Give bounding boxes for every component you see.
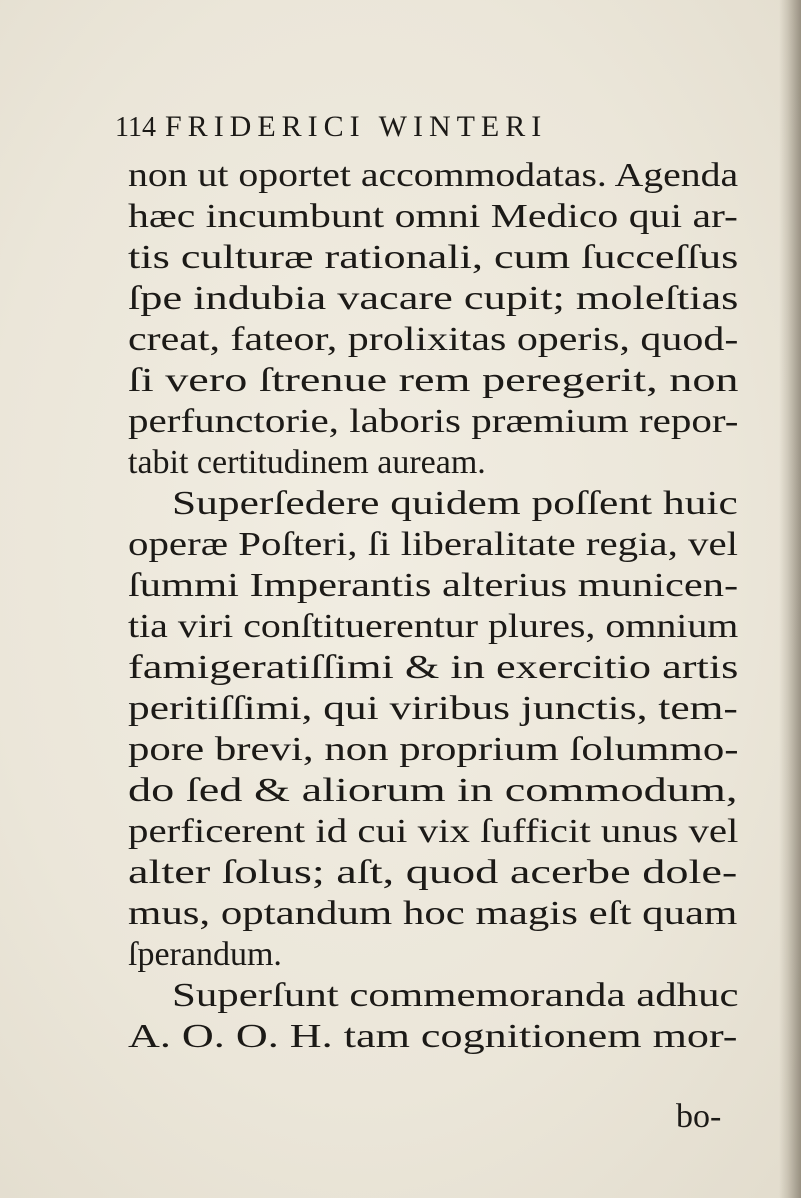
text-line: perficerent id cui vix ſufficit unus vel xyxy=(128,813,739,850)
text-line: tabit certitudinem auream. xyxy=(128,444,486,481)
text-line: hæc incumbunt omni Medico qui ar- xyxy=(128,198,738,235)
text-line: creat, fateor, prolixitas operis, quod- xyxy=(128,321,739,358)
text-line: A. O. O. H. tam cognitionem mor- xyxy=(128,1018,738,1055)
text-line: tia viri conſtituerentur plures, omnium xyxy=(128,608,739,645)
text-line: ſpe indubia vacare cupit; moleſtias xyxy=(128,280,739,317)
running-title: FRIDERICI WINTERI xyxy=(165,110,548,143)
text-line: do ſed & aliorum in commodum, xyxy=(128,772,738,809)
text-line: peritiſſimi, qui viribus junctis, tem- xyxy=(128,690,738,727)
text-line: tis culturæ rationali, cum ſucceſſus xyxy=(128,239,739,276)
text-line: ſummi Imperantis alterius municen- xyxy=(128,567,739,604)
text-line: famigeratiſſimi & in exercitio artis xyxy=(128,649,739,686)
text-line: ſperandum. xyxy=(128,936,282,973)
catchword: bo- xyxy=(676,1098,722,1135)
text-line: perfunctorie, laboris præmium repor- xyxy=(128,403,739,440)
text-line: non ut oportet accommodatas. Agenda xyxy=(128,157,739,194)
text-line: mus, optandum hoc magis eſt quam xyxy=(128,895,738,932)
text-line: pore brevi, non proprium ſolummo- xyxy=(128,731,739,768)
text-line: operæ Poſteri, ſi liberalitate regia, vel xyxy=(128,526,739,563)
page-number: 114 xyxy=(115,112,156,143)
paragraph-first-line: Superſunt commemoranda adhuc xyxy=(172,977,739,1014)
running-header xyxy=(115,110,685,150)
page-edge-shadow xyxy=(779,0,801,1198)
text-line: ſi vero ſtrenue rem peregerit, non xyxy=(128,362,739,399)
text-line: alter ſolus; aſt, quod acerbe dole- xyxy=(128,854,738,891)
paragraph-first-line: Superſedere quidem poſſent huic xyxy=(172,485,738,522)
